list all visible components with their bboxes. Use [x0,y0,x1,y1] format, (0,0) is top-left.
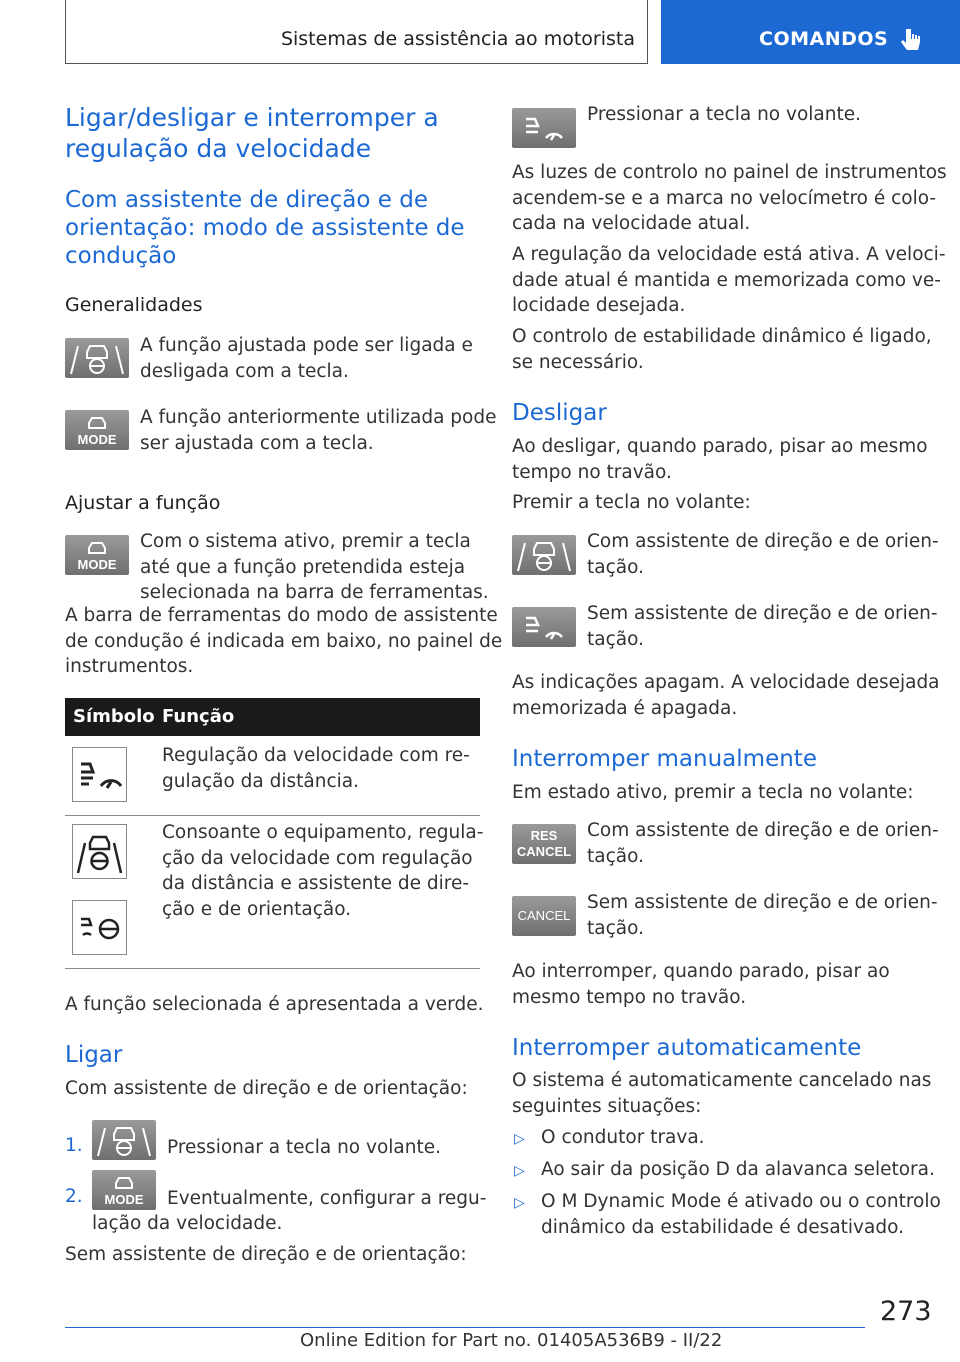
ligar-heading: Ligar [65,1042,123,1068]
text-line: O sistema é automaticamente cancelado nas [512,1070,932,1091]
sub-heading-line: condução [65,243,177,269]
cruise-distance-icon [72,747,127,802]
ligar-outro: Sem assistente de direção e de orientação: [65,1244,467,1265]
auto-heading: Interromper automaticamente [512,1035,862,1061]
step-2-line1: Eventualmente, configurar a regu- [167,1188,487,1209]
step-2-line2: lação da velocidade. [92,1213,283,1234]
text-line: Regulação da velocidade com re- [162,745,470,766]
cancel-key-icon [512,896,576,936]
right-paragraph-3 [512,324,932,375]
desligar-heading: Desligar [512,400,607,426]
text-line: Ao interromper, quando parado, pisar ao [512,961,890,982]
text-line: da distância e assistente de dire- [162,873,470,894]
key-text: MODE [77,432,117,447]
key-text: RES [530,828,558,843]
step-1-text: Pressionar a tecla no volante. [167,1137,441,1158]
generalidades-item-2 [140,405,497,456]
text-line: instrumentos. [65,656,194,677]
table-row-2-text [162,820,483,922]
text-line: acendem-se e a marca no velocímetro é colo- [512,187,937,209]
desligar-item-1 [587,529,939,580]
text-line: tação. [587,845,644,867]
text-line: selecionada na barra de ferramentas. [140,582,489,603]
mode-key-icon [92,1170,156,1210]
text-line: cada na velocidade atual. [512,213,751,234]
mode-key-icon [65,410,129,450]
text-line: A regulação da velocidade está ativa. A veloci- [512,244,946,265]
text-line: A função ajustada pode ser ligada e [140,335,473,356]
desligar-item-2 [587,601,938,652]
generalidades-heading: Generalidades [65,294,203,316]
steering-distance-icon [72,900,127,955]
text-line: se necessário. [512,351,644,373]
after-table-text: A função selecionada é apresentada a verde. [65,994,484,1015]
steering-assist-icon [72,824,127,879]
text-line: As indicações apagam. A velocidade desejada [512,672,940,693]
manual-paragraph-1: Em estado ativo, premir a tecla no volante: [512,782,914,803]
steering-assist-key-icon [92,1120,156,1160]
text-line: mesmo tempo no travão. [512,986,747,1008]
text-line: ção da velocidade com regulação [162,847,473,869]
section-title: Sistemas de assistência ao motorista [280,28,635,50]
text-line: seguintes situações: [512,1095,702,1117]
manual-heading: Interromper manualmente [512,746,817,772]
text-line: memorizada é apagada. [512,697,738,719]
text-line: A função anteriormente utilizada pode [140,407,497,428]
manual-paragraph-2 [512,959,890,1010]
cruise-key-icon [512,108,576,148]
sub-heading [65,186,465,270]
text-line: tação. [587,628,644,650]
text-line: gulação da distância. [162,770,359,792]
steering-assist-key-icon [65,338,129,378]
text-line: de condução é indicada em baixo, no painel de [65,630,503,652]
text-line: Consoante o equipamento, regula- [162,822,484,843]
auto-bullet-1: O condutor trava. [541,1127,705,1148]
ajustar-paragraph [65,603,502,680]
res-cancel-key-icon [512,824,576,864]
sub-heading-line: orientação: modo de assistente de [65,215,465,241]
ligar-intro: Com assistente de direção e de orientação: [65,1078,468,1099]
col-symbol: Símbolo [73,706,155,727]
text-line: Com o sistema ativo, premir a tecla [140,531,471,552]
text-line: Sem assistente de direção e de orien- [587,603,938,624]
cruise-key-icon [512,607,576,647]
step-number: 1. [65,1135,83,1156]
table-row-1-text [162,743,470,794]
main-heading [65,102,439,164]
col-function: Função [162,706,235,727]
page-number: 273 [880,1296,932,1327]
key-text: CANCEL [517,908,571,923]
triangle-bullet-icon: ▷ [514,1195,525,1211]
steering-assist-key-icon [512,535,576,575]
main-heading-line: Ligar/desligar e interromper a [65,103,439,132]
text-line: tação. [587,917,644,939]
text-line: até que a função pretendida esteja [140,556,466,578]
desligar-paragraph-3 [512,670,940,721]
text-line: locidade desejada. [512,295,686,316]
ajustar-heading: Ajustar a função [65,492,221,514]
ajustar-item-1 [140,529,489,606]
table-bottom-line [65,968,480,969]
text-line: ser ajustada com a tecla. [140,432,374,454]
step-number: 2. [65,1186,83,1207]
tab-comandos[interactable] [661,0,960,64]
text-line: Com assistente de direção e de orien- [587,820,939,841]
desligar-paragraph-2: Premir a tecla no volante: [512,492,751,513]
text-line: Sem assistente de direção e de orien- [587,892,938,913]
footer-divider [65,1327,865,1328]
table-divider [65,815,480,816]
auto-bullet-2: Ao sair da posição D da alavanca seletora. [541,1159,935,1180]
main-heading-line: regulação da velocidade [65,134,372,163]
text-line: desligada com a tecla. [140,360,349,382]
pointing-hand-icon [897,27,925,55]
press-key-text: Pressionar a tecla no volante. [587,104,861,125]
header-box [65,0,648,64]
manual-item-2 [587,890,938,941]
text-line: As luzes de controlo no painel de instrumentos [512,162,947,183]
right-paragraph-2 [512,242,946,319]
text-line: O controlo de estabilidade dinâmico é ligado, [512,326,932,347]
auto-paragraph [512,1068,931,1119]
text-line: Ao desligar, quando parado, pisar ao mesmo [512,436,928,457]
auto-bullet-3 [541,1189,941,1240]
triangle-bullet-icon: ▷ [514,1163,525,1179]
mode-key-icon [65,535,129,575]
text-line: O M Dynamic Mode é ativado ou o controlo [541,1191,941,1212]
key-text: CANCEL [516,844,572,859]
manual-item-1 [587,818,939,869]
key-text: MODE [104,1192,144,1207]
sub-heading-line: Com assistente de direção e de [65,187,428,213]
text-line: tempo no travão. [512,461,672,483]
right-paragraph-1 [512,160,947,237]
generalidades-item-1 [140,333,473,384]
text-line: dinâmico da estabilidade é desativado. [541,1216,904,1238]
text-line: tação. [587,556,644,578]
text-line: Com assistente de direção e de orien- [587,531,939,552]
text-line: dade atual é mantida e memorizada como ve- [512,269,941,291]
table-header [65,698,480,736]
triangle-bullet-icon: ▷ [514,1131,525,1147]
text-line: ção e de orientação. [162,898,352,920]
text-line: A barra de ferramentas do modo de assistente [65,605,498,626]
desligar-paragraph-1 [512,434,928,485]
tab-label: COMANDOS [759,28,889,50]
key-text: MODE [77,557,117,572]
footer-edition: Online Edition for Part no. 01405A536B9 - II/22 [300,1330,723,1351]
